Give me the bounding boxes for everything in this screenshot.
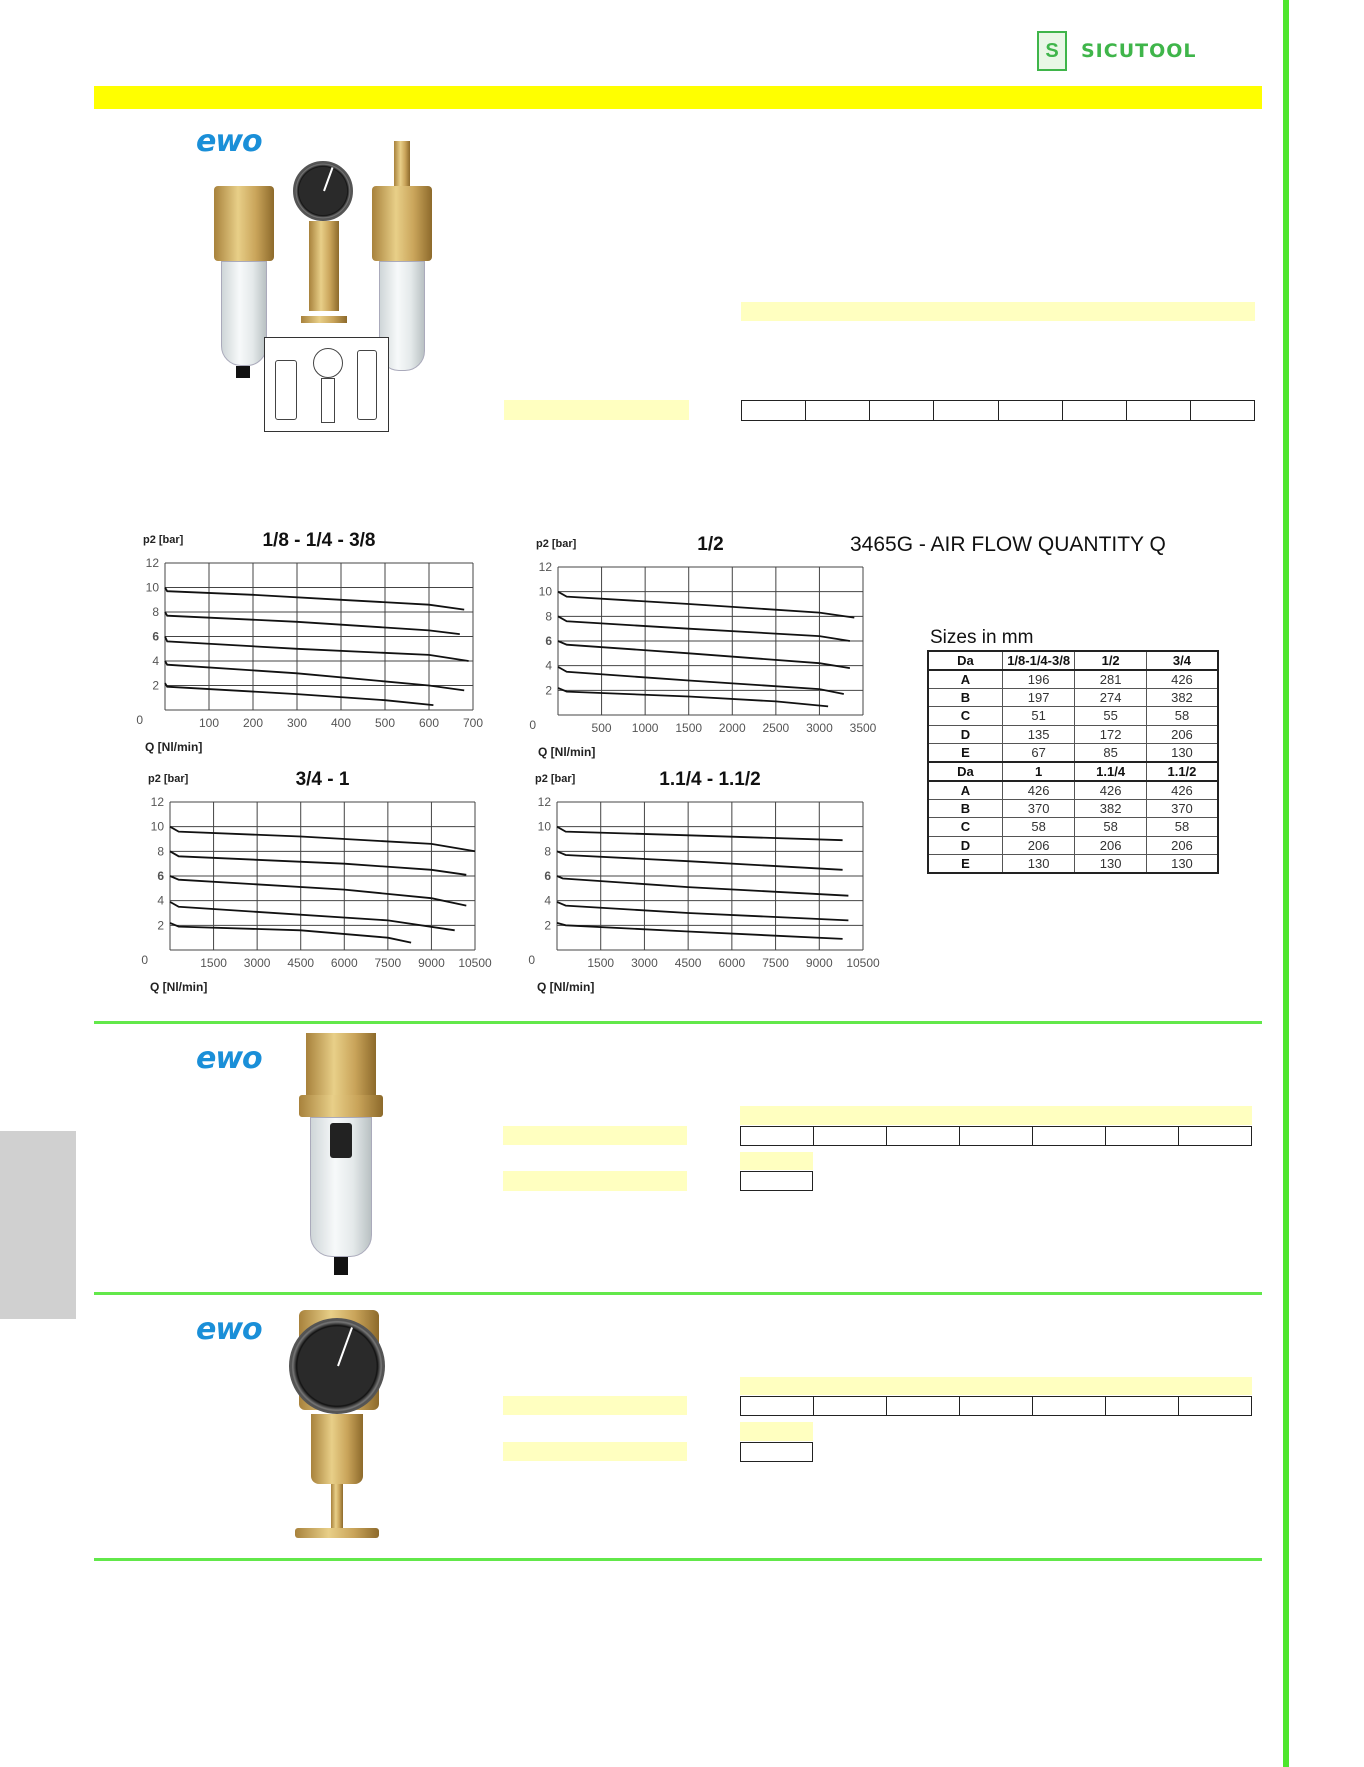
x-tick-label: 3000 (243, 956, 271, 970)
x-tick-label: 9000 (805, 956, 833, 970)
y-tick-label: 12 (537, 795, 551, 809)
section-divider (94, 1021, 1262, 1024)
sizes-header-row (928, 762, 1218, 781)
section-divider (94, 1558, 1262, 1561)
sizes-value: 51 (1002, 707, 1074, 726)
y-tick-label: 4 (152, 654, 159, 668)
pressure-flow-chart (120, 742, 535, 995)
y-tick-label: 2 (544, 918, 551, 933)
sizes-header-cell: 1.1/2 (1146, 762, 1218, 781)
y-tick-label: 2 (157, 918, 164, 933)
sizes-value: 206 (1075, 836, 1147, 855)
y-tick-label: 4 (544, 893, 551, 908)
chart-title: 1/2 (697, 534, 724, 555)
sizes-value: 197 (1002, 688, 1074, 707)
pressure-curve (170, 851, 466, 875)
sizes-value: 370 (1146, 799, 1218, 818)
chart-title: 1.1/4 - 1.1/2 (659, 769, 761, 790)
section-header-bar (94, 86, 1262, 109)
y-tick-label: 6 (157, 869, 164, 883)
x-tick-label: 700 (462, 716, 484, 730)
sizes-value: 382 (1075, 799, 1147, 818)
y-tick-label: 2 (152, 678, 159, 693)
sizes-value: 135 (1002, 725, 1074, 744)
y-tick-label: 6 (544, 869, 551, 883)
spec-table-row (740, 1126, 1252, 1146)
sizes-value: 172 (1075, 725, 1147, 744)
brand-name: SICUTOOL (1081, 40, 1197, 62)
x-tick-label: 2500 (762, 721, 790, 735)
ewo-logo: ewo (196, 1312, 262, 1347)
sizes-value: 130 (1002, 855, 1074, 874)
pressure-curve (165, 637, 469, 662)
sizes-value: 382 (1146, 688, 1218, 707)
y-tick-label: 4 (157, 893, 164, 908)
sizes-dimension-label: E (928, 855, 1002, 874)
pressure-flow-chart (507, 742, 923, 995)
x-tick-label: 1500 (587, 956, 615, 970)
pressure-curve (557, 851, 843, 870)
sizes-row (928, 855, 1218, 874)
chart-title: 1/8 - 1/4 - 3/8 (262, 530, 376, 551)
pressure-curve (170, 827, 475, 852)
y-tick-label: 0 (141, 953, 148, 967)
x-tick-label: 1500 (200, 956, 227, 970)
filter-image (296, 1033, 391, 1279)
spec-value-cell (740, 1442, 813, 1462)
pressure-curve (170, 923, 411, 943)
chapter-tab (0, 1131, 76, 1319)
pressure-flow-chart (508, 507, 923, 760)
sizes-value: 426 (1002, 781, 1074, 800)
y-tick-label: 8 (545, 609, 552, 624)
y-tick-label: 0 (528, 953, 535, 967)
sizes-header-cell: 1/8-1/4-3/8 (1002, 651, 1074, 670)
sizes-value: 206 (1002, 836, 1074, 855)
sizes-header-cell: 1/2 (1075, 651, 1147, 670)
section-divider (94, 1292, 1262, 1295)
chart-title: 3/4 - 1 (295, 769, 350, 790)
sizes-dimension-label: C (928, 707, 1002, 726)
sizes-header-cell: 1.1/4 (1075, 762, 1147, 781)
y-axis-label: p2 [bar] (536, 538, 577, 550)
sizes-header-cell: 1 (1002, 762, 1074, 781)
pressure-curve (165, 588, 464, 610)
y-tick-label: 8 (157, 844, 164, 859)
sizes-value: 281 (1075, 670, 1147, 689)
x-tick-label: 100 (198, 716, 220, 730)
frl-unit-image (209, 141, 465, 441)
x-tick-label: 3500 (849, 721, 877, 735)
x-tick-label: 4500 (674, 956, 702, 970)
spec-label-cell (503, 1396, 687, 1415)
pressure-curve (558, 592, 854, 618)
spec-table-row (740, 1396, 1252, 1416)
sizes-row (928, 818, 1218, 837)
spec-small-header (740, 1152, 813, 1170)
right-margin-rule (1283, 0, 1289, 1767)
sizes-row (928, 744, 1218, 763)
x-axis-label: Q [Nl/min] (145, 740, 203, 754)
x-tick-label: 9000 (418, 956, 445, 970)
y-axis-label: p2 [bar] (535, 773, 576, 785)
sicutool-logo-icon: S (1037, 31, 1067, 71)
x-axis-label: Q [Nl/min] (150, 980, 208, 994)
x-tick-label: 500 (591, 721, 612, 735)
y-tick-label: 0 (136, 713, 143, 727)
x-tick-label: 500 (374, 716, 396, 730)
sizes-value: 426 (1075, 781, 1147, 800)
pressure-curve (165, 683, 433, 705)
y-tick-label: 10 (537, 819, 551, 834)
sizes-value: 58 (1146, 818, 1218, 837)
x-tick-label: 400 (330, 716, 352, 730)
ewo-logo: ewo (196, 124, 262, 159)
spec-value-cell (740, 1171, 813, 1191)
pressure-flow-chart (115, 503, 533, 755)
spec-label-cell (504, 400, 689, 420)
sizes-value: 206 (1146, 725, 1218, 744)
sizes-value: 206 (1146, 836, 1218, 855)
y-tick-label: 2 (545, 683, 552, 698)
x-tick-label: 200 (242, 716, 264, 730)
spec-label-cell (503, 1126, 687, 1145)
y-tick-label: 8 (544, 844, 551, 859)
y-tick-label: 8 (152, 605, 159, 619)
spec-header-bar (741, 302, 1255, 321)
y-tick-label: 6 (545, 634, 552, 648)
sizes-row (928, 781, 1218, 800)
x-tick-label: 1500 (675, 721, 703, 735)
sizes-value: 67 (1002, 744, 1074, 763)
x-tick-label: 2000 (718, 721, 746, 735)
sizes-row (928, 707, 1218, 726)
x-axis-label: Q [Nl/min] (537, 980, 595, 994)
x-tick-label: 7500 (374, 956, 402, 970)
x-tick-label: 10500 (458, 956, 492, 970)
regulator-image (289, 1310, 389, 1546)
y-axis-label: p2 [bar] (143, 534, 184, 546)
chart-section-title: 3465G - AIR FLOW QUANTITY Q (850, 533, 1166, 556)
dimension-drawing (264, 337, 389, 432)
sizes-dimension-label: B (928, 799, 1002, 818)
x-tick-label: 7500 (762, 956, 789, 970)
sizes-value: 130 (1146, 855, 1218, 874)
sizes-value: 58 (1146, 707, 1218, 726)
sizes-value: 58 (1002, 818, 1074, 837)
x-tick-label: 1000 (631, 721, 659, 735)
sizes-value: 130 (1146, 744, 1218, 763)
sizes-value: 85 (1075, 744, 1147, 763)
x-axis-label: Q [Nl/min] (538, 745, 596, 759)
spec-header-bar (740, 1106, 1252, 1125)
y-tick-label: 4 (545, 658, 552, 673)
x-tick-label: 3000 (806, 721, 833, 735)
sizes-header-row (928, 651, 1218, 670)
ewo-logo: ewo (196, 1041, 262, 1076)
sizes-value: 55 (1075, 707, 1147, 726)
sizes-dimension-label: A (928, 781, 1002, 800)
y-tick-label: 6 (152, 629, 159, 644)
sizes-value: 196 (1002, 670, 1074, 689)
sizes-row (928, 688, 1218, 707)
y-tick-label: 12 (538, 560, 552, 574)
x-tick-label: 600 (418, 716, 440, 730)
sizes-dimension-label: B (928, 688, 1002, 707)
sizes-row (928, 725, 1218, 744)
sizes-dimension-label: D (928, 725, 1002, 744)
sizes-value: 370 (1002, 799, 1074, 818)
y-tick-label: 10 (150, 819, 164, 834)
spec-label-cell (503, 1171, 687, 1191)
spec-header-bar (740, 1377, 1252, 1395)
pressure-curve (557, 827, 843, 841)
x-tick-label: 6000 (718, 956, 746, 970)
x-tick-label: 4500 (287, 956, 315, 970)
sizes-dimension-label: D (928, 836, 1002, 855)
spec-label-cell (503, 1442, 687, 1461)
sizes-header-cell: Da (928, 762, 1002, 781)
sizes-row (928, 670, 1218, 689)
y-axis-label: p2 [bar] (148, 773, 189, 785)
x-tick-label: 300 (286, 716, 308, 730)
sizes-value: 274 (1075, 688, 1147, 707)
pressure-curve (170, 902, 455, 930)
spec-small-header (740, 1422, 813, 1441)
sizes-value: 130 (1075, 855, 1147, 874)
sizes-table (927, 650, 1219, 874)
sizes-caption: Sizes in mm (930, 627, 1034, 648)
y-tick-label: 12 (145, 556, 159, 570)
sizes-dimension-label: E (928, 744, 1002, 763)
sizes-header-cell: Da (928, 651, 1002, 670)
sizes-header-cell: 3/4 (1146, 651, 1218, 670)
sizes-value: 426 (1146, 781, 1218, 800)
sizes-row (928, 836, 1218, 855)
sizes-row (928, 799, 1218, 818)
y-tick-label: 10 (145, 580, 159, 595)
sizes-dimension-label: A (928, 670, 1002, 689)
brand-logo (1037, 31, 1197, 71)
sizes-dimension-label: C (928, 818, 1002, 837)
y-tick-label: 0 (529, 718, 536, 732)
sizes-value: 58 (1075, 818, 1147, 837)
sizes-value: 426 (1146, 670, 1218, 689)
x-tick-label: 3000 (631, 956, 658, 970)
x-tick-label: 6000 (330, 956, 358, 970)
spec-table-row (741, 400, 1255, 421)
y-tick-label: 10 (538, 584, 552, 599)
y-tick-label: 12 (150, 795, 164, 809)
x-tick-label: 10500 (846, 956, 880, 970)
